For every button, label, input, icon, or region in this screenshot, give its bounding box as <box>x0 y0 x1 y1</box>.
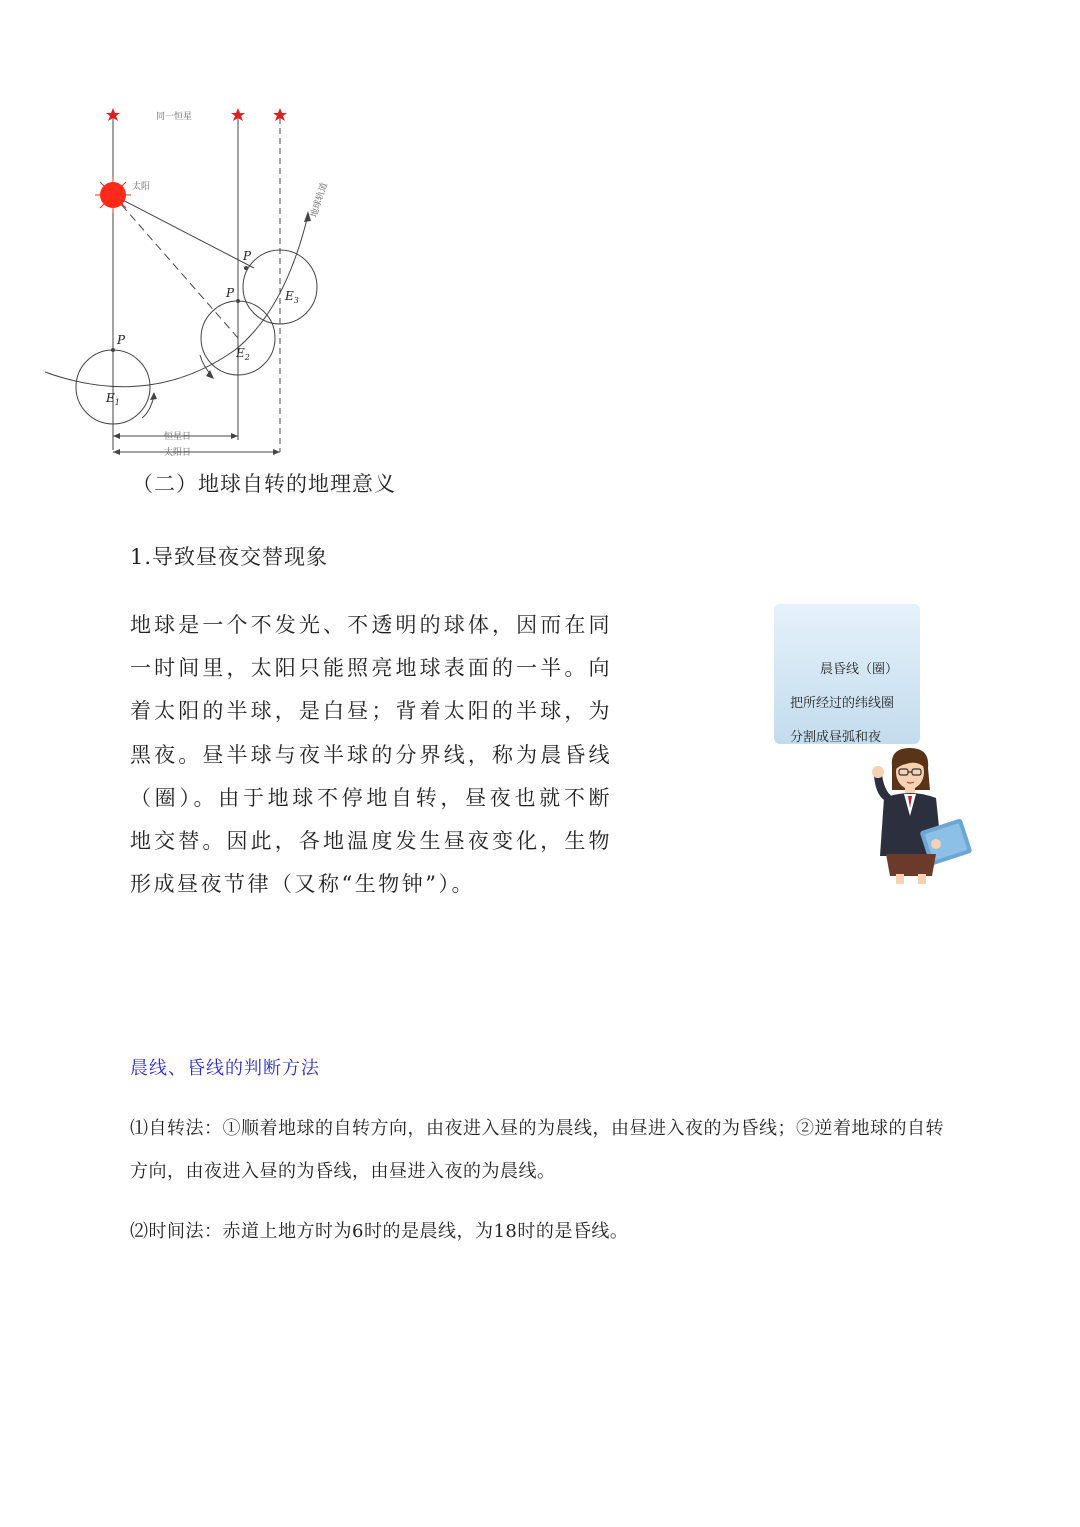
methods-title: 晨线、昏线的判断方法 <box>130 1058 320 1079</box>
point-p-e2 <box>236 299 240 303</box>
label-earth-orbit: 地球轨道 <box>309 181 330 219</box>
sidereal-day-arrow-right <box>231 433 238 439</box>
label-solar-day: 太阳日 <box>164 448 192 458</box>
label-e3: $E_3$ <box>285 289 299 305</box>
label-sidereal-day: 恒星日 <box>164 432 192 442</box>
point-p-e1 <box>111 348 115 352</box>
label-same-star: 同一恒星 <box>156 112 193 122</box>
sun-line-dashed <box>113 195 238 338</box>
label-e2: $E_2$ <box>236 346 250 362</box>
sidereal-day-arrow-left <box>113 433 120 439</box>
teacher-illustration <box>862 746 974 884</box>
sub-title: 1.导致昼夜交替现象 <box>130 545 329 569</box>
section-title: （二）地球自转的地理意义 <box>132 472 396 496</box>
sun-icon <box>95 177 131 213</box>
method-rotation: ⑴自转法：①顺着地球的自转方向，由夜进入昼的为晨线，由昼进入夜的为昏线；②逆着地球的自转方向，由夜进入昼的为昏线，由昼进入夜的为晨线。 <box>130 1118 944 1182</box>
callout-line-3: 分割成昼弧和夜 <box>790 730 882 745</box>
sun-line-solid <box>113 195 254 268</box>
rotation-arrowhead-e2 <box>206 370 214 379</box>
terminator-callout-box <box>774 604 920 744</box>
label-p-e2: P <box>226 286 235 300</box>
label-p-e3: P <box>243 249 252 263</box>
solar-day-arrow-right <box>273 449 280 455</box>
callout-line-2: 把所经过的纬线圈 <box>790 696 895 711</box>
label-sun: 太阳 <box>132 182 151 192</box>
body-paragraph: 地球是一个不发光、不透明的球体，因而在同一时间里，太阳只能照亮地球表面的一半。向着太阳的半球，是白昼；背着太阳的半球，为黑夜。昼半球与夜半球的分界线，称为晨昏线（圈）。由于地球不停地自转，昼夜也就不断地交替。因此，各地温度发生昼夜变化，生物形成昼夜节律（又称“生物钟”）。 <box>130 613 612 897</box>
rotation-arrowhead-e1 <box>150 392 157 400</box>
point-p-e3 <box>244 266 248 270</box>
method-time: ⑵时间法：赤道上地方时为6时的是晨线，为18时的是昏线。 <box>130 1221 629 1242</box>
label-e1: $E_1$ <box>106 391 120 407</box>
sidereal-solar-day-diagram <box>40 100 340 465</box>
callout-line-1: 晨昏线（圈） <box>820 662 899 677</box>
earth-orbit <box>45 215 308 387</box>
solar-day-arrow-left <box>113 449 120 455</box>
label-p-e1: P <box>117 333 126 347</box>
